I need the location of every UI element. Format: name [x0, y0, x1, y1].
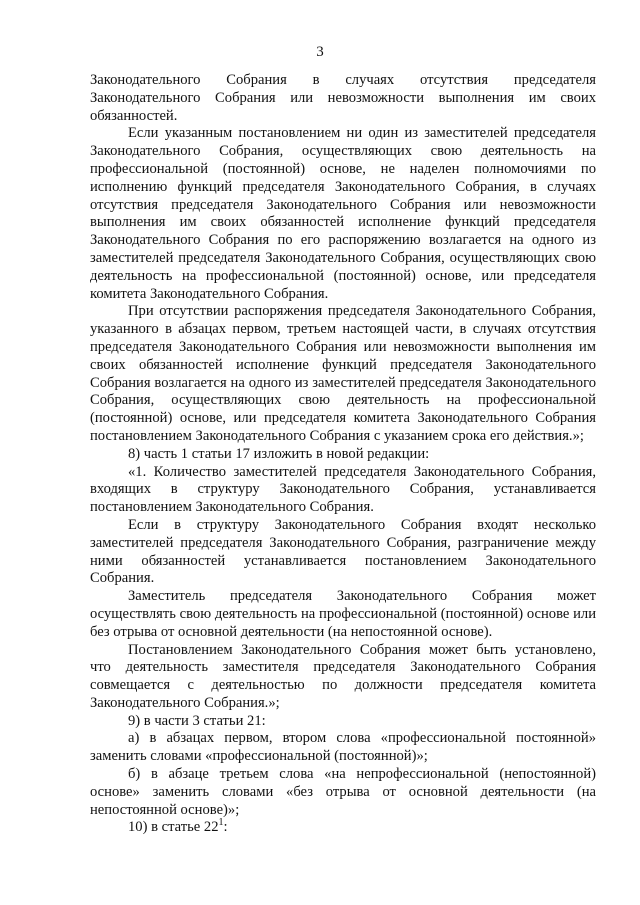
- paragraph: 8) часть 1 статьи 17 изложить в новой редакции:: [128, 445, 430, 462]
- paragraph: «1. Количество заместителей председателя Законодательного Собрания, входящих в структуру Законодательного Собрания, устанавливается постановлением Законодательного Собрания.: [90, 463, 596, 516]
- last-line-suffix: :: [223, 819, 228, 836]
- paragraph: Законодательного Собрания в случаях отсутствия председателя Законодательного Собрания или невозможности выполнения им своих обязанностей.: [90, 72, 596, 124]
- paragraph: а) в абзацах первом, втором слова «профессиональной постоянной» заменить словами «профессиональной (постоянной)»;: [90, 730, 596, 765]
- paragraph: Постановлением Законодательного Собрания может быть установлено, что деятельность заместителя председателя Законодательного Собрания совмещается с деятельностью по должности председателя комитета Законодательного Собрания.»;: [90, 641, 596, 711]
- paragraph: б) в абзаце третьем слова «на непрофессиональной (непостоянной) основе» заменить словами «без отрыва от основной деятельности (на непостоянной основе)»;: [90, 766, 596, 818]
- paragraph: Если указанным постановлением ни один из заместителей председателя Законодательного Собрания, осуществляющих свою деятельность на профессиональной (постоянной) основе, не наделен полномочиями по исполнению функций председателя Законодательного Собрания, в случаях отсутствия председателя Законодательного Собрания или невозможности выполнения им своих обязанностей исполнение функций председателя Законодательного Собрания по его распоряжению возлагается на одного из заместителей председателя Законодательного Собрания, осуществляющих свою деятельность на профессиональной (постоянной) основе, или председателя комитета Законодательного Собрания.: [90, 125, 596, 302]
- paragraph-last: [90, 819, 596, 837]
- paragraph: Если в структуру Законодательного Собрания входят несколько заместителей председателя Законодательного Собрания, разграничение между ними обязанностей устанавливается постановлением Законодательного Собрания.: [90, 516, 596, 587]
- last-line-text: 10) в статье 22: [128, 819, 219, 836]
- paragraph: При отсутствии распоряжения председателя Законодательного Собрания, указанного в абзацах первом, третьем настоящей части, в случаях отсутствия председателя Законодательного Собрания или невозможности выполнения им своих обязанностей исполнение функций председателя Законодательного Собрания возлагается на одного из заместителей председателя Законодательного Собрания, осуществляющих свою деятельность на профессиональной (постоянной) основе, или председателя комитета Законодательного Собрания постановлением Законодательного Собрания с указанием срока его действия.»;: [90, 303, 596, 444]
- article-superscript: 1: [218, 817, 224, 829]
- paragraph: 9) в части 3 статьи 21:: [128, 712, 266, 729]
- page-number: 3: [316, 44, 324, 60]
- paragraph: Заместитель председателя Законодательного Собрания может осуществлять свою деятельность на профессиональной (постоянной) основе или без отрыва от основной деятельности (на непостоянной основе).: [90, 588, 596, 640]
- document-body: [90, 72, 596, 837]
